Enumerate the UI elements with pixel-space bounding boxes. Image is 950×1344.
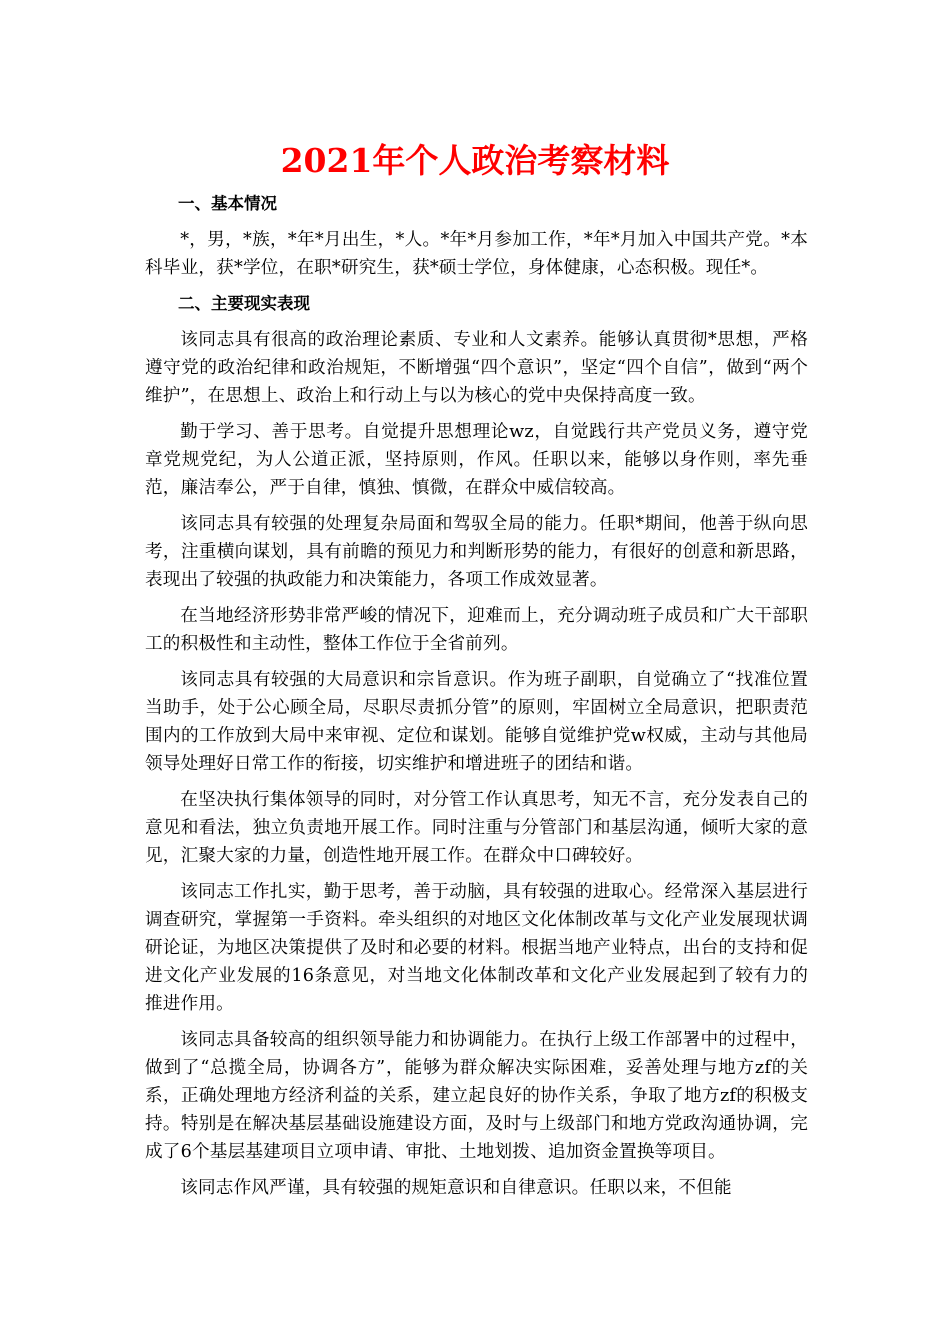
section-heading-basic-info: 一、基本情况 [178, 194, 277, 213]
document-title: 2021年个人政治考察材料 [280, 141, 670, 180]
section-heading-main-performance: 二、主要现实表现 [178, 294, 310, 313]
paragraph: *，男，*族，*年*月出生，*人。*年*月参加工作，*年*月加入中国共产党。*本科毕业，获*学位，在职*研究生，获*硕士学位，身体健康，心态积极。现任*。 [145, 230, 808, 278]
paragraph: 该同志具有很高的政治理论素质、专业和人文素养。能够认真贯彻*思想，严格遵守党的政治纪律和政治规矩，不断增强“四个意识”，坚定“四个自信”，做到“两个维护”，在思想上、政治上和行动上与以为核心的党中央保持高度一致。 [145, 330, 808, 406]
paragraph: 该同志作风严谨，具有较强的规矩意识和自律意识。任职以来，不但能 [180, 1178, 732, 1198]
paragraph: 在当地经济形势非常严峻的情况下，迎难而上，充分调动班子成员和广大干部职工的积极性和主动性，整体工作位于全省前列。 [145, 606, 808, 654]
paragraph: 该同志具有较强的处理复杂局面和驾驭全局的能力。任职*期间，他善于纵向思考，注重横向谋划，具有前瞻的预见力和判断形势的能力，有很好的创意和新思路，表现出了较强的执政能力和决策能力，各项工作成效显著。 [145, 514, 808, 590]
paragraph: 勤于学习、善于思考。自觉提升思想理论wz，自觉践行共产党员义务，遵守党章党规党纪，为人公道正派，坚持原则，作风。任职以来，能够以身作则，率先垂范，廉洁奉公，严于自律，慎独、慎微，在群众中威信较高。 [145, 422, 808, 498]
paragraph: 该同志工作扎实，勤于思考，善于动脑，具有较强的进取心。经常深入基层进行调查研究，掌握第一手资料。牵头组织的对地区文化体制改革与文化产业发展现状调研论证，为地区决策提供了及时和必要的材料。根据当地产业特点，出台的支持和促进文化产业发展的16条意见，对当地文化体制改革和文化产业发展起到了较有力的推进作用。 [145, 882, 808, 1014]
paragraph: 在坚决执行集体领导的同时，对分管工作认真思考，知无不言，充分发表自己的意见和看法，独立负责地开展工作。同时注重与分管部门和基层沟通，倾听大家的意见，汇聚大家的力量，创造性地开展工作。在群众中口碑较好。 [145, 790, 808, 866]
paragraph: 该同志具有较强的大局意识和宗旨意识。作为班子副职，自觉确立了“找准位置当助手，处于公心顾全局，尽职尽责抓分管”的原则，牢固树立全局意识，把职责范围内的工作放到大局中来审视、定位和谋划。能够自觉维护党w权威，主动与其他局领导处理好日常工作的衔接，切实维护和增进班子的团结和谐。 [145, 670, 808, 774]
paragraph: 该同志具备较高的组织领导能力和协调能力。在执行上级工作部署中的过程中，做到了“总揽全局，协调各方”，能够为群众解决实际困难，妥善处理与地方zf的关系，正确处理地方经济利益的关系，建立起良好的协作关系，争取了地方zf的积极支持。特别是在解决基层基础设施建设方面，及时与上级部门和地方党政沟通协调，完成了6个基层基建项目立项申请、审批、土地划拨、追加资金置换等项目。 [145, 1030, 808, 1162]
document-body [145, 190, 808, 1210]
